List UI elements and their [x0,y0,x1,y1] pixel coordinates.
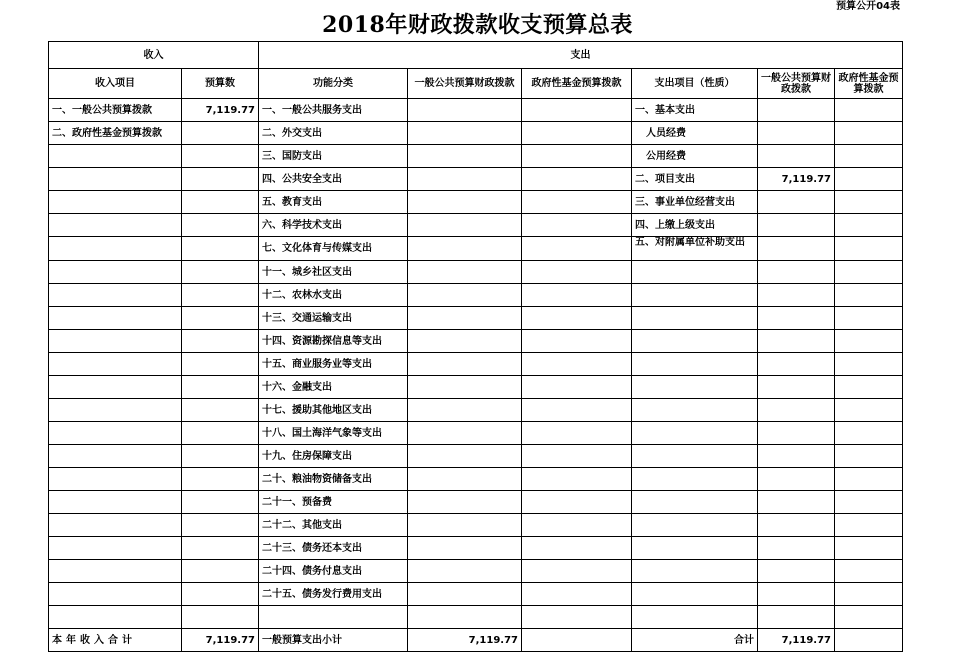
budget-amount-cell: 7,119.77 [182,99,259,122]
budget-amount-cell [182,445,259,468]
nature-gov-fund-cell [835,261,903,284]
function-class-cell: 四、公共安全支出 [259,168,408,191]
gov-fund-alloc-header: 政府性基金预算拨款 [522,69,632,99]
income-item-cell [49,168,182,191]
income-item-cell [49,422,182,445]
budget-amount-cell [182,468,259,491]
general-budget-alloc-cell [408,122,522,145]
table-row [49,99,903,122]
expense-nature-cell: 三、事业单位经营支出 [632,191,758,214]
general-budget-alloc-cell [408,583,522,606]
function-class-cell [259,606,408,629]
nature-general-alloc-cell [758,399,835,422]
expense-nature-cell [632,606,758,629]
nature-gov-fund-cell [835,514,903,537]
grand-total-amount: 7,119.77 [758,629,835,652]
budget-amount-cell [182,560,259,583]
nature-general-alloc-cell [758,606,835,629]
budget-amount-cell [182,168,259,191]
function-class-cell: 十四、资源勘探信息等支出 [259,330,408,353]
gov-fund-alloc-cell [522,330,632,353]
gov-fund-alloc-cell [522,445,632,468]
nature-gov-fund-cell [835,214,903,237]
function-class-cell: 十九、住房保障支出 [259,445,408,468]
budget-amount-header: 预算数 [182,69,259,99]
general-budget-alloc-cell [408,261,522,284]
budget-amount-cell [182,261,259,284]
function-class-cell: 五、教育支出 [259,191,408,214]
general-budget-alloc-cell [408,145,522,168]
nature-gov-fund-cell [835,399,903,422]
nature-gov-fund-cell [835,99,903,122]
nature-general-alloc-cell [758,99,835,122]
gov-fund-alloc-cell [522,468,632,491]
function-class-cell: 十五、商业服务业等支出 [259,353,408,376]
nature-general-alloc-cell [758,307,835,330]
table-row [49,376,903,399]
table-row [49,237,903,261]
general-budget-alloc-cell [408,445,522,468]
expense-nature-cell: 四、上缴上级支出 [632,214,758,237]
gov-fund-alloc-cell [522,284,632,307]
nature-general-alloc-cell [758,261,835,284]
table-row [49,606,903,629]
table-row [49,191,903,214]
expense-nature-cell [632,583,758,606]
table-row [49,145,903,168]
general-budget-alloc-header: 一般公共预算财政拨款 [408,69,522,99]
nature-gov-fund-cell [835,491,903,514]
gov-fund-alloc-cell [522,560,632,583]
income-item-cell [49,491,182,514]
nature-gov-fund-cell [835,168,903,191]
expense-nature-cell: 二、项目支出 [632,168,758,191]
income-total-label: 本年收入合计 [49,629,182,652]
form-number: 预算公开04表 [836,1,900,12]
gov-fund-alloc-cell [522,122,632,145]
grand-total-gov-fund [835,629,903,652]
nature-general-alloc-cell [758,445,835,468]
income-item-cell: 二、政府性基金预算拨款 [49,122,182,145]
income-item-cell [49,537,182,560]
table-row [49,514,903,537]
budget-amount-cell [182,514,259,537]
income-item-cell [49,214,182,237]
nature-general-alloc-cell [758,353,835,376]
nature-gov-fund-cell [835,330,903,353]
expense-nature-cell [632,468,758,491]
income-item-cell [49,468,182,491]
general-budget-alloc-cell [408,191,522,214]
page-title: 2018年财政拨款收支预算总表 [322,12,633,38]
gov-fund-alloc-cell [522,583,632,606]
income-item-cell [49,445,182,468]
budget-amount-cell [182,422,259,445]
expense-nature-cell [632,537,758,560]
function-class-cell: 七、文化体育与传媒支出 [259,237,408,261]
nature-gov-fund-cell [835,468,903,491]
gov-fund-alloc-cell [522,214,632,237]
income-item-cell [49,514,182,537]
budget-amount-cell [182,491,259,514]
nature-general-alloc-cell: 7,119.77 [758,168,835,191]
general-budget-alloc-cell [408,468,522,491]
table-row [49,284,903,307]
expense-nature-cell: 公用经费 [632,145,758,168]
nature-gov-fund-cell [835,284,903,307]
expense-nature-cell [632,376,758,399]
budget-amount-cell [182,237,259,261]
nature-general-alloc-cell [758,214,835,237]
income-item-cell [49,307,182,330]
gov-fund-alloc-cell [522,168,632,191]
nature-general-alloc-cell [758,237,835,261]
nature-gov-fund-cell [835,445,903,468]
income-item-cell [49,284,182,307]
nature-gov-fund-cell [835,583,903,606]
gov-fund-alloc-cell [522,261,632,284]
nature-general-alloc-cell [758,376,835,399]
nature-general-alloc-cell [758,491,835,514]
expense-nature-cell [632,399,758,422]
nature-general-alloc-cell [758,583,835,606]
nature-general-alloc-cell [758,122,835,145]
general-budget-alloc-cell [408,330,522,353]
expense-nature-cell [632,284,758,307]
nature-gov-fund-cell [835,606,903,629]
nature-gov-fund-cell [835,237,903,261]
expense-nature-cell [632,261,758,284]
income-item-cell [49,330,182,353]
function-class-cell: 十七、援助其他地区支出 [259,399,408,422]
table-row [49,307,903,330]
income-item-cell [49,399,182,422]
income-item-cell [49,353,182,376]
general-budget-alloc-cell [408,237,522,261]
general-budget-alloc-cell [408,168,522,191]
expense-nature-cell: 一、基本支出 [632,99,758,122]
table-row [49,168,903,191]
function-class-cell: 十一、城乡社区支出 [259,261,408,284]
gov-fund-alloc-cell [522,537,632,560]
nature-gov-fund-cell [835,122,903,145]
nature-general-alloc-cell [758,145,835,168]
nature-general-alloc-cell [758,422,835,445]
income-item-cell [49,376,182,399]
general-budget-alloc-cell [408,307,522,330]
income-item-cell: 一、一般公共预算拨款 [49,99,182,122]
expense-subtotal-amount: 7,119.77 [408,629,522,652]
gov-fund-alloc-cell [522,399,632,422]
general-budget-alloc-cell [408,491,522,514]
table-row [49,330,903,353]
general-budget-alloc-cell [408,606,522,629]
general-budget-alloc-cell [408,560,522,583]
expense-nature-cell [632,560,758,583]
grand-total-label: 合计 [632,629,758,652]
gov-fund-alloc-cell [522,99,632,122]
nature-gov-fund-cell [835,560,903,583]
expense-nature-cell [632,307,758,330]
total-row [49,629,903,652]
gov-fund-alloc-cell [522,191,632,214]
gov-fund-alloc-cell [522,353,632,376]
nature-general-alloc-cell [758,560,835,583]
nature-general-alloc-cell [758,468,835,491]
nature-gov-fund-cell [835,353,903,376]
budget-amount-cell [182,145,259,168]
nature-general-alloc-cell [758,537,835,560]
gov-fund-alloc-cell [522,422,632,445]
income-group-header: 收入 [49,42,259,69]
general-budget-alloc-cell [408,376,522,399]
table-row [49,399,903,422]
expense-nature-cell [632,330,758,353]
expense-nature-cell [632,491,758,514]
gov-fund-alloc-cell [522,514,632,537]
budget-amount-cell [182,606,259,629]
nature-general-alloc-cell [758,284,835,307]
nature-gov-fund-cell [835,307,903,330]
expense-nature-cell [632,445,758,468]
table-row [49,353,903,376]
general-budget-alloc-cell [408,99,522,122]
function-class-cell: 十六、金融支出 [259,376,408,399]
function-class-cell: 十二、农林水支出 [259,284,408,307]
nature-gov-fund-cell [835,145,903,168]
nature-general-alloc-cell [758,514,835,537]
expense-nature-cell: 五、对附属单位补助支出 [632,237,758,261]
table-row [49,537,903,560]
table-row [49,583,903,606]
function-class-cell: 二十、粮油物资储备支出 [259,468,408,491]
general-budget-alloc-cell [408,537,522,560]
income-item-cell [49,606,182,629]
general-budget-alloc-cell [408,214,522,237]
budget-amount-cell [182,353,259,376]
income-total-amount: 7,119.77 [182,629,259,652]
expense-group-header: 支出 [259,42,903,69]
function-class-cell: 二、外交支出 [259,122,408,145]
expense-nature-cell: 人员经费 [632,122,758,145]
function-class-cell: 一、一般公共服务支出 [259,99,408,122]
general-budget-alloc-cell [408,353,522,376]
gov-fund-alloc-cell [522,376,632,399]
income-item-cell [49,145,182,168]
function-class-cell: 十八、国土海洋气象等支出 [259,422,408,445]
table-row [49,122,903,145]
function-class-cell: 二十一、预备费 [259,491,408,514]
income-item-cell [49,191,182,214]
gov-fund-alloc-cell [522,145,632,168]
income-item-cell [49,560,182,583]
gov-fund-alloc-header-2: 政府性基金预算拨款 [835,69,903,99]
table-row [49,261,903,284]
function-class-cell: 二十四、债务付息支出 [259,560,408,583]
expense-nature-cell [632,422,758,445]
nature-gov-fund-cell [835,537,903,560]
budget-amount-cell [182,376,259,399]
nature-gov-fund-cell [835,422,903,445]
gov-fund-alloc-cell [522,606,632,629]
function-class-cell: 六、科学技术支出 [259,214,408,237]
table-row [49,422,903,445]
income-item-header: 收入项目 [49,69,182,99]
general-budget-alloc-header-2: 一般公共预算财政拨款 [758,69,835,99]
gov-fund-alloc-cell [522,237,632,261]
function-class-cell: 二十三、债务还本支出 [259,537,408,560]
income-item-cell [49,583,182,606]
function-class-cell: 二十五、债务发行费用支出 [259,583,408,606]
income-item-cell [49,261,182,284]
gov-fund-alloc-cell [522,307,632,330]
function-class-cell: 二十二、其他支出 [259,514,408,537]
nature-general-alloc-cell [758,191,835,214]
budget-amount-cell [182,399,259,422]
gov-fund-alloc-cell [522,491,632,514]
table-row [49,445,903,468]
expense-nature-cell [632,353,758,376]
budget-amount-cell [182,122,259,145]
income-item-cell [49,237,182,261]
function-class-cell: 三、国防支出 [259,145,408,168]
expense-subtotal-gov-fund [522,629,632,652]
budget-amount-cell [182,214,259,237]
table-row [49,560,903,583]
function-class-cell: 十三、交通运输支出 [259,307,408,330]
general-budget-alloc-cell [408,284,522,307]
function-class-header: 功能分类 [259,69,408,99]
general-budget-alloc-cell [408,399,522,422]
budget-amount-cell [182,284,259,307]
general-budget-alloc-cell [408,514,522,537]
nature-gov-fund-cell [835,376,903,399]
budget-amount-cell [182,537,259,560]
expense-nature-header: 支出项目（性质） [632,69,758,99]
general-budget-alloc-cell [408,422,522,445]
budget-amount-cell [182,307,259,330]
budget-amount-cell [182,583,259,606]
nature-gov-fund-cell [835,191,903,214]
expense-subtotal-label: 一般预算支出小计 [259,629,408,652]
budget-amount-cell [182,330,259,353]
budget-amount-cell [182,191,259,214]
table-row [49,214,903,237]
table-row [49,491,903,514]
nature-general-alloc-cell [758,330,835,353]
table-row [49,468,903,491]
expense-nature-cell [632,514,758,537]
budget-table [48,41,903,652]
